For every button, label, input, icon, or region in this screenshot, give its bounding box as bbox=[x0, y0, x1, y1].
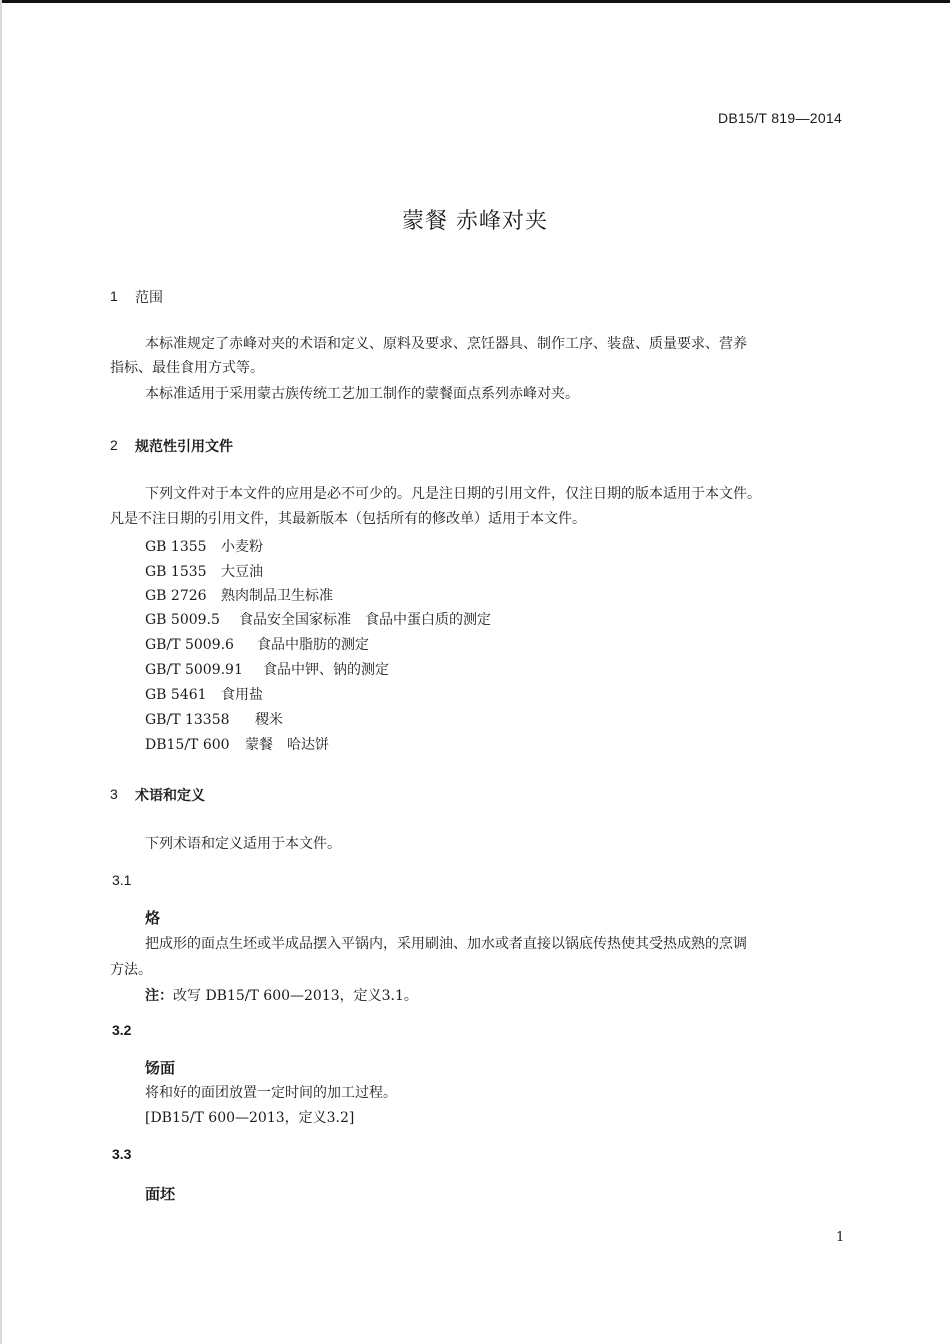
reference-name: 小麦粉 bbox=[221, 539, 263, 555]
section-3-number: 3 bbox=[110, 786, 118, 802]
reference-name: 蒙餐 哈达饼 bbox=[245, 737, 329, 753]
left-border bbox=[0, 0, 2, 1344]
reference-code: GB/T 5009.91 bbox=[145, 662, 243, 678]
reference-code: GB 5009.5 bbox=[145, 612, 220, 628]
clause-3-2-number: 3.2 bbox=[112, 1022, 132, 1038]
reference-item bbox=[145, 609, 491, 629]
reference-code: GB/T 5009.6 bbox=[145, 637, 234, 653]
section-1-title: 范围 bbox=[135, 290, 163, 306]
section-2-intro-1: 下列文件对于本文件的应用是必不可少的。凡是注日期的引用文件，仅注日期的版本适用于本文件。 bbox=[145, 486, 761, 502]
section-1-number: 1 bbox=[110, 288, 118, 304]
reference-item bbox=[145, 634, 369, 654]
reference-item bbox=[145, 659, 389, 679]
reference-item bbox=[145, 561, 263, 581]
document-code: DB15/T 819—2014 bbox=[718, 110, 843, 126]
clause-3-1-definition-cont: 方法。 bbox=[110, 962, 152, 978]
section-2-intro-2: 凡是不注日期的引用文件，其最新版本（包括所有的修改单）适用于本文件。 bbox=[110, 511, 586, 527]
reference-item bbox=[145, 709, 283, 729]
page-number: 1 bbox=[836, 1230, 845, 1245]
reference-name: 食品安全国家标准 食品中蛋白质的测定 bbox=[239, 612, 491, 628]
top-border bbox=[0, 0, 950, 3]
reference-code: GB 1355 bbox=[145, 539, 207, 555]
clause-3-2-term: 饧面 bbox=[145, 1059, 176, 1077]
reference-code: GB/T 13358 bbox=[145, 712, 230, 728]
reference-item bbox=[145, 585, 333, 605]
reference-item bbox=[145, 684, 263, 704]
reference-name: 食品中脂肪的测定 bbox=[257, 637, 369, 653]
reference-name: 食品中钾、钠的测定 bbox=[263, 662, 389, 678]
clause-3-3-term: 面坯 bbox=[145, 1185, 176, 1203]
reference-code: GB 5461 bbox=[145, 687, 207, 703]
reference-name: 熟肉制品卫生标准 bbox=[221, 588, 333, 604]
reference-code: GB 1535 bbox=[145, 564, 207, 580]
clause-3-3-number: 3.3 bbox=[112, 1146, 132, 1162]
section-3-title: 术语和定义 bbox=[135, 788, 205, 804]
clause-3-2-definition: 将和好的面团放置一定时间的加工过程。 bbox=[145, 1085, 397, 1101]
clause-3-1-note bbox=[145, 985, 418, 1005]
section-1-paragraph-2: 本标准适用于采用蒙古族传统工艺加工制作的蒙餐面点系列赤峰对夹。 bbox=[145, 386, 579, 402]
note-label: 注： bbox=[145, 988, 173, 1004]
reference-item bbox=[145, 734, 329, 754]
reference-code: GB 2726 bbox=[145, 588, 207, 604]
reference-code: DB15/T 600 bbox=[145, 737, 230, 753]
clause-3-2-source: [DB15/T 600—2013，定义3.2] bbox=[145, 1110, 355, 1126]
reference-name: 大豆油 bbox=[221, 564, 263, 580]
section-1-paragraph-1: 本标准规定了赤峰对夹的术语和定义、原料及要求、烹饪器具、制作工序、装盘、质量要求、营养 bbox=[145, 336, 747, 352]
reference-name: 稷米 bbox=[255, 712, 283, 728]
clause-3-1-number: 3.1 bbox=[112, 872, 132, 888]
section-1-paragraph-1-cont: 指标、最佳食用方式等。 bbox=[110, 360, 264, 376]
section-2-title: 规范性引用文件 bbox=[135, 439, 233, 455]
page-title: 蒙餐 赤峰对夹 bbox=[402, 209, 548, 234]
section-3-intro: 下列术语和定义适用于本文件。 bbox=[145, 836, 341, 852]
reference-name: 食用盐 bbox=[221, 687, 263, 703]
section-2-number: 2 bbox=[110, 437, 118, 453]
clause-3-1-definition: 把成形的面点生坯或半成品摆入平锅内，采用刷油、加水或者直接以锅底传热使其受热成熟的烹调 bbox=[145, 936, 747, 952]
clause-3-1-term: 烙 bbox=[145, 909, 161, 927]
note-text: 改写 DB15/T 600—2013，定义3.1。 bbox=[173, 988, 418, 1004]
reference-item bbox=[145, 536, 263, 556]
